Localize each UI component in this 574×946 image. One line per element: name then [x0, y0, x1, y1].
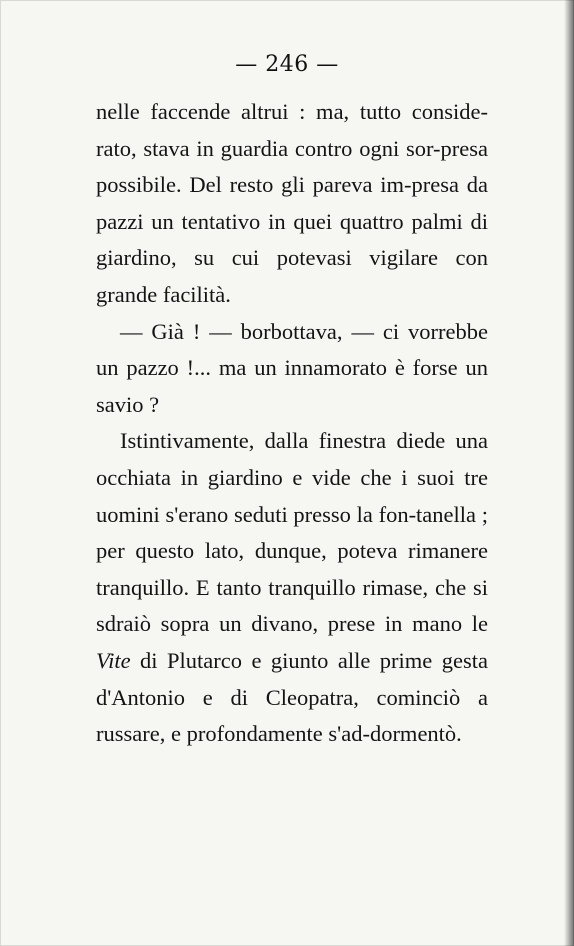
- page-number: — 246 —: [235, 52, 339, 77]
- paragraph-1: nelle faccende altrui : ma, tutto conside-rato, stava in guardia contro ogni sor-presa possibile. Del resto gli pareva im-presa da pazzi un tentativo in quei quattro palmi di giardino, su cui potevasi vigilare con grande facilità.: [96, 99, 488, 307]
- paragraph-3-part-2: di Plutarco e giunto alle prime gesta d'Antonio e di Cleopatra, cominciò a russare, e profondamente s'ad-dormentò.: [96, 647, 488, 747]
- paragraph-3: [96, 423, 488, 752]
- paragraph-2: — Già ! — borbottava, — ci vorrebbe un pazzo !... ma un innamorato è forse un savio ?: [96, 318, 488, 417]
- paragraph-3-part-1: Istintivamente, dalla finestra diede una occhiata in giardino e vide che i suoi tre uomini s'erano seduti presso la fon-tanella ; per questo lato, dunque, poteva rimanere tranquillo. E tanto tranquillo rimase, che si sdraiò sopra un divano, prese in mano le: [96, 428, 488, 637]
- book-title-italic: Vite: [96, 647, 131, 673]
- body-text: [96, 94, 488, 753]
